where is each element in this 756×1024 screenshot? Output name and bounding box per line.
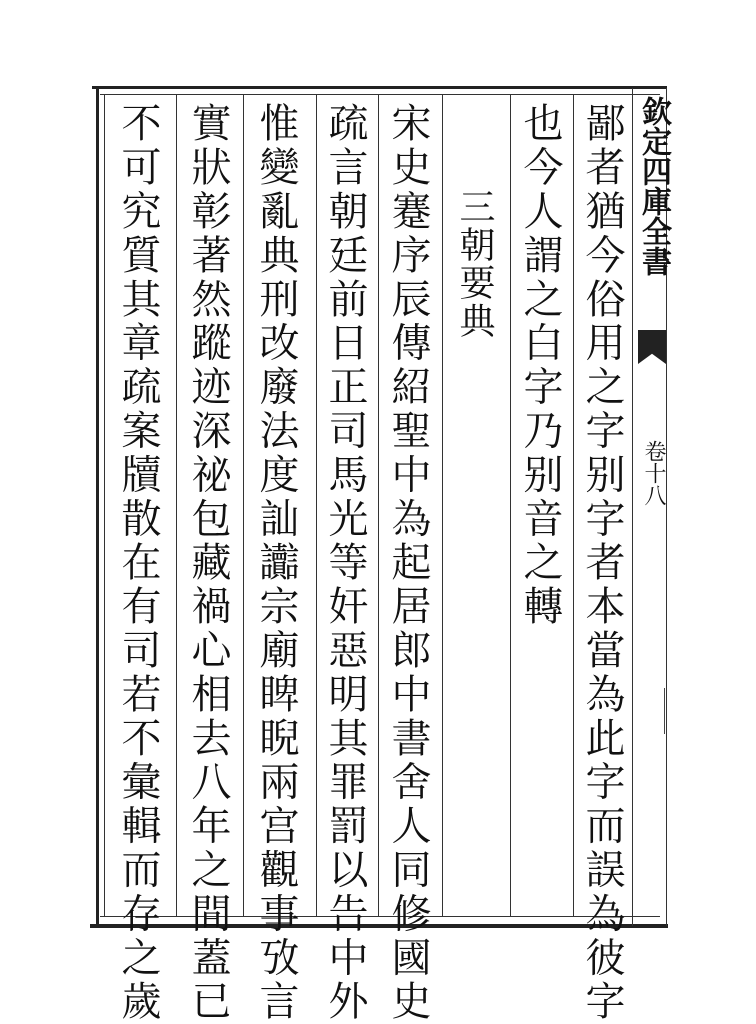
- margin-line-left: [632, 88, 633, 926]
- book-title: 欽定四庫全書: [636, 96, 671, 276]
- volume-label: 卷十八: [641, 440, 666, 506]
- section-heading: 三朝要典: [454, 188, 495, 340]
- text-column-3: 宋史蹇序辰傳紹聖中為起居郎中書舍人同修國史: [385, 102, 431, 1024]
- frame-top-border: [92, 86, 667, 89]
- text-column-7: 不可究質其章疏案牘散在有司若不彙輯而存之歲: [115, 102, 161, 1024]
- text-column-4: 疏言朝廷前日正司馬光等奸惡明其罪罰以告中外: [322, 102, 368, 1024]
- column-divider: [442, 95, 443, 917]
- text-column-2: 也今人謂之白字乃别音之轉: [517, 102, 563, 629]
- column-divider: [573, 95, 574, 917]
- frame-left-border: [96, 88, 99, 926]
- text-column-5: 惟變亂典刑改廢法度訕讟宗廟睥睨兩宫觀事攷言: [253, 102, 299, 1024]
- frame-top-inner-border: [100, 94, 660, 95]
- column-divider: [243, 95, 244, 917]
- frame-bottom-inner-border: [100, 916, 660, 917]
- column-divider: [510, 95, 511, 917]
- margin-tick: [664, 688, 665, 734]
- text-column-6: 實狀彰著然蹤迹深祕包藏禍心相去八年之間蓋已: [185, 102, 231, 1024]
- text-column-1: 鄙者猶今俗用之字别字者本當為此字而誤為彼字: [579, 102, 625, 1024]
- column-divider: [378, 95, 379, 917]
- column-divider: [176, 95, 177, 917]
- column-divider: [316, 95, 317, 917]
- frame-left-inner-border: [104, 95, 105, 917]
